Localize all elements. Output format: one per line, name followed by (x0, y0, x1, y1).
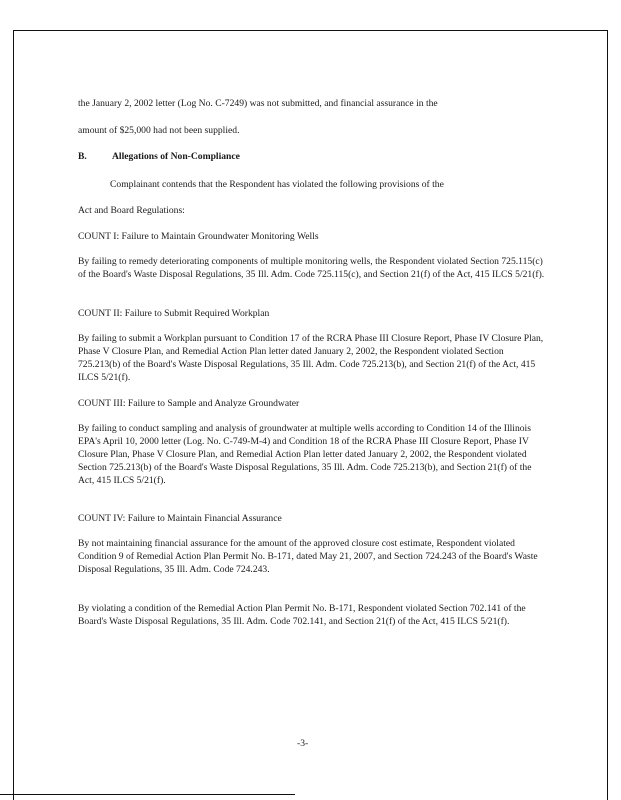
count-2-heading: COUNT II: Failure to Submit Required Workplan (78, 308, 270, 319)
count-4-text: By not maintaining financial assurance for the amount of the approved closure cost estimate, Respondent violated Condition 9 of Remedial Action Plan Permit No. B-171, dated May 21, 2007, and Section 724.243 of the Board's Waste Disposal Regulations, 35 Ill. Adm. Code 724.243. (78, 538, 538, 575)
section-letter: B. (78, 151, 87, 162)
count-4-text-2: By violating a condition of the Remedial Action Plan Permit No. B-171, Respondent violated Section 702.141 of the Board's Waste Disposal Regulations, 35 Ill. Adm. Code 702.141, and Section 21(f) of the Act, 415 ILCS 5/21(f). (78, 603, 526, 627)
section-heading (78, 151, 240, 162)
bottom-scan-line (0, 794, 295, 795)
carryover-line-2: amount of $25,000 had not been supplied. (78, 125, 240, 136)
section-title: Allegations of Non-Compliance (112, 151, 240, 162)
count-1-text: By failing to remedy deteriorating components of multiple monitoring wells, the Respondent violated Section 725.115(c) of the Board's Waste Disposal Regulations, 35 Ill. Adm. Code 725.115(c), and Section 21(f) of the Act, 415 ILCS 5/21(f). (78, 256, 545, 280)
page-number: -3- (297, 738, 309, 749)
count-4-heading: COUNT IV: Failure to Maintain Financial Assurance (78, 513, 282, 524)
page-border-top (13, 30, 608, 31)
intro-line-2: Act and Board Regulations: (78, 205, 185, 216)
count-2-text: By failing to submit a Workplan pursuant to Condition 17 of the RCRA Phase III Closure Report, Phase IV Closure Plan, Phase V Closure Plan, and Remedial Action Plan letter dated January 2, 2002, the Respondent violated Section 725.213(b) of the Board's Waste Disposal Regulations, 35 Ill. Adm. Code 725.213(b), and Section 21(f) of the Act, 415 ILCS 5/21(f). (78, 333, 544, 383)
count-3-text: By failing to conduct sampling and analysis of groundwater at multiple wells according to Condition 14 of the Illinois EPA's April 10, 2000 letter (Log. No. C-749-M-4) and Condition 18 of the RCRA Phase III Closure Report, Phase IV Closure Plan, Phase V Closure Plan, and Remedial Action Plan letter dated January 2, 2002, the Respondent violated Section 725.213(b) of the Board's Waste Disposal Regulations, 35 Ill. Adm. Code 725.213(b), and Section 21(f) of the Act, 415 ILCS 5/21(f). (78, 423, 532, 486)
carryover-line-1: the January 2, 2002 letter (Log No. C-7249) was not submitted, and financial assurance in the (78, 98, 438, 109)
count-3-heading: COUNT III: Failure to Sample and Analyze Groundwater (78, 398, 300, 409)
count-1-heading: COUNT I: Failure to Maintain Groundwater Monitoring Wells (78, 231, 319, 242)
page-border-right (607, 30, 608, 800)
intro-line-1: Complainant contends that the Respondent has violated the following provisions of the (110, 179, 444, 190)
page-border-left (13, 30, 14, 800)
